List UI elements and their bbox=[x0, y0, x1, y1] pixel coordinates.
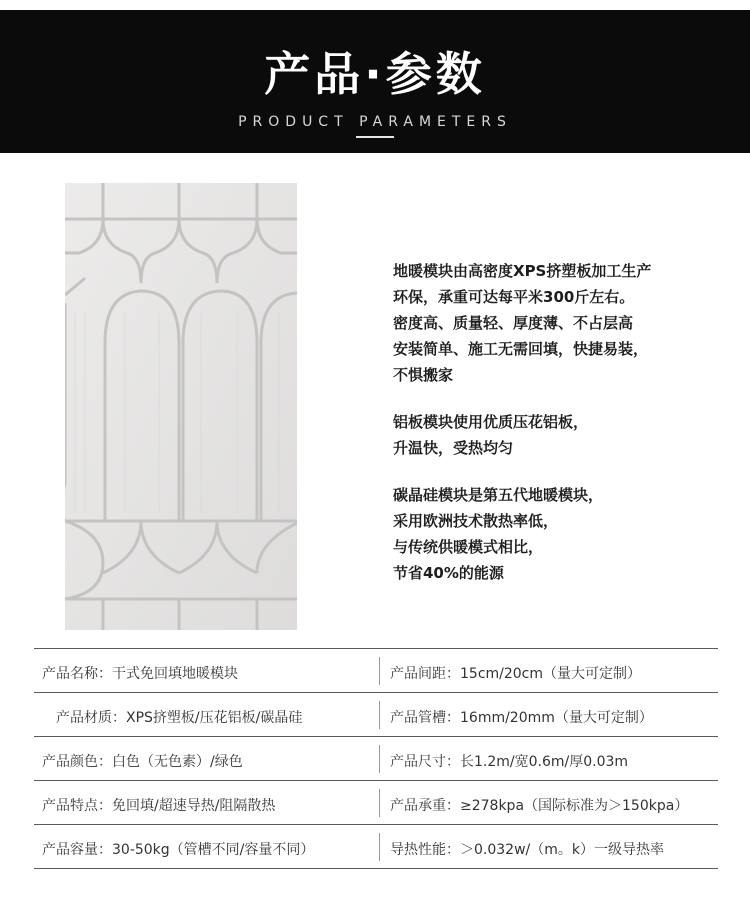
spec-row bbox=[34, 649, 718, 693]
product-description bbox=[393, 258, 733, 607]
xps-floor-heating-module-board-icon bbox=[65, 183, 297, 630]
spec-divider bbox=[379, 833, 380, 861]
spec-row bbox=[34, 825, 718, 869]
spec-cell-left: 产品容量：30-50kg（管槽不同/容量不同） bbox=[42, 842, 315, 858]
header-banner bbox=[0, 10, 750, 153]
description-line: 采用欧洲技术散热率低， bbox=[393, 512, 559, 530]
spec-divider bbox=[379, 701, 380, 729]
spec-row bbox=[34, 781, 718, 825]
spec-cell-right: 产品承重：≥278kpa（国际标准为＞150kpa） bbox=[390, 798, 689, 814]
spec-divider bbox=[379, 745, 380, 773]
spec-cell-right: 导热性能：＞0.032w/（m。k）一级导热率 bbox=[390, 842, 664, 858]
subtitle-underline bbox=[356, 136, 394, 138]
spec-cell-left: 产品材质：XPS挤塑板/压花铝板/碳晶硅 bbox=[56, 710, 303, 726]
description-line: 节省40%的能源 bbox=[393, 564, 504, 582]
description-line: 安装简单、施工无需回填，快捷易装， bbox=[393, 340, 649, 358]
spec-cell-right: 产品间距：15cm/20cm（量大可定制） bbox=[390, 666, 642, 682]
spec-table bbox=[34, 648, 718, 869]
description-line: 与传统供暖模式相比， bbox=[393, 538, 544, 556]
page-title: 产品·参数 bbox=[264, 47, 486, 101]
spec-cell-right: 产品尺寸：长1.2m/宽0.6m/厚0.03m bbox=[390, 754, 629, 770]
spec-row bbox=[34, 693, 718, 737]
description-line: 不惧搬家 bbox=[393, 366, 454, 384]
description-line: 铝板模块使用优质压花铝板， bbox=[393, 413, 589, 431]
description-line: 升温快，受热均匀 bbox=[393, 439, 514, 457]
page-subtitle: PRODUCT PARAMETERS bbox=[238, 114, 512, 130]
description-paragraph-carbon bbox=[393, 482, 733, 586]
description-line: 地暖模块由高密度XPS挤塑板加工生产 bbox=[393, 262, 652, 280]
spec-cell-left: 产品颜色：白色（无色素）/绿色 bbox=[42, 754, 243, 770]
spec-cell-left: 产品特点：免回填/超速导热/阻隔散热 bbox=[42, 798, 276, 814]
spec-divider bbox=[379, 789, 380, 817]
description-line: 环保，承重可达每平米300斤左右。 bbox=[393, 288, 635, 306]
spec-divider bbox=[379, 657, 380, 685]
spec-row bbox=[34, 737, 718, 781]
description-paragraph-xps bbox=[393, 258, 733, 388]
spec-cell-left: 产品名称：干式免回填地暖模块 bbox=[42, 666, 238, 682]
spec-cell-right: 产品管槽：16mm/20mm（量大可定制） bbox=[390, 710, 653, 726]
product-image bbox=[65, 183, 297, 630]
description-line: 密度高、质量轻、厚度薄、不占层高 bbox=[393, 314, 634, 332]
description-paragraph-aluminum bbox=[393, 409, 733, 461]
description-line: 碳晶硅模块是第五代地暖模块， bbox=[393, 486, 604, 504]
